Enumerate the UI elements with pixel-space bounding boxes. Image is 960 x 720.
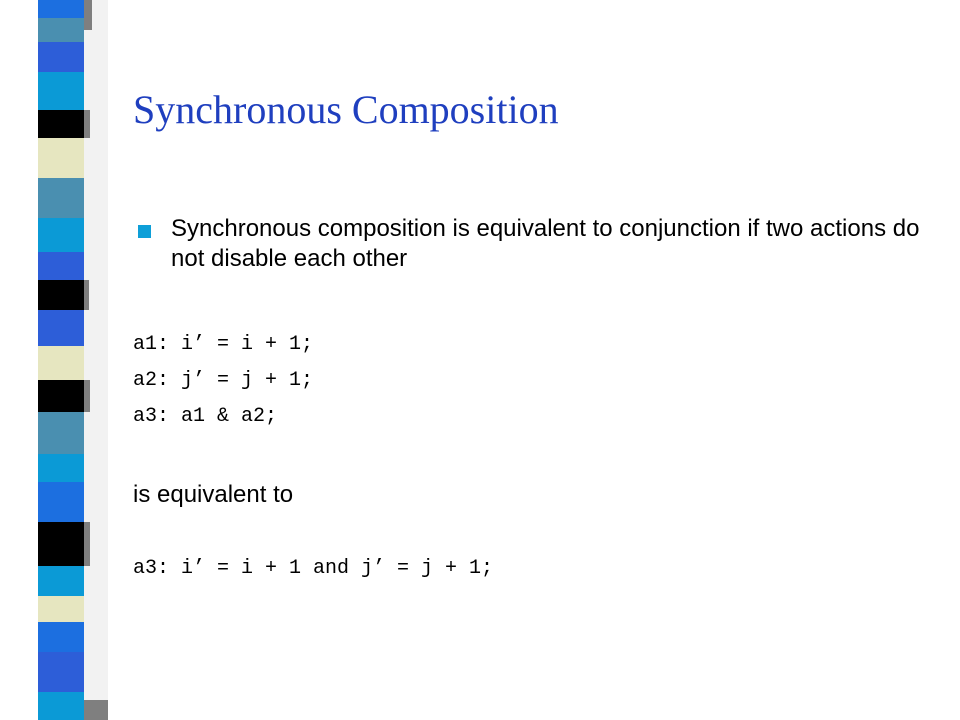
equivalence-text: is equivalent to [133, 481, 294, 508]
stripe-block [38, 178, 84, 218]
decorative-stripe [0, 0, 110, 720]
stripe-block [38, 110, 84, 138]
stripe-block [38, 72, 84, 110]
stripe-block [38, 310, 84, 346]
stripe-block [38, 0, 84, 18]
stripe-block [38, 482, 84, 522]
stripe-block [38, 18, 84, 42]
code-line: a2: j’ = j + 1; [133, 369, 314, 392]
stripe-block [38, 346, 84, 380]
stripe-block [38, 138, 84, 178]
stripe-shadow [84, 0, 108, 720]
stripe-block [38, 218, 84, 252]
stripe-block [38, 42, 84, 72]
stripe-block [38, 454, 84, 482]
code-line: a1: i’ = i + 1; [133, 333, 314, 356]
square-bullet-icon [138, 225, 151, 238]
stripe-block [38, 522, 84, 566]
stripe-block [38, 622, 84, 652]
stripe-block [38, 280, 84, 310]
code-line: a3: a1 & a2; [133, 405, 278, 428]
stripe-block [38, 412, 84, 454]
result-code-line: a3: i’ = i + 1 and j’ = j + 1; [133, 557, 494, 580]
bullet-text: Synchronous composition is equivalent to conjunction if two actions do not disable each other [171, 215, 920, 272]
stripe-block [38, 380, 84, 412]
stripe-block [38, 566, 84, 596]
stripe-block [38, 652, 84, 692]
stripe-block [38, 252, 84, 280]
stripe-block [38, 596, 84, 622]
stripe-block [38, 692, 84, 720]
slide-title: Synchronous Composition [133, 87, 559, 132]
